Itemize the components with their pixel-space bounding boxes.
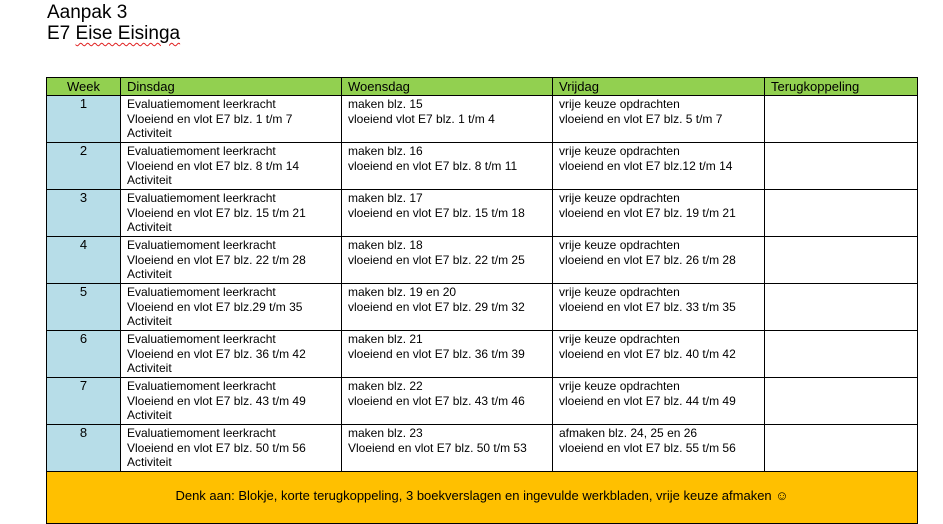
woensdag-line: maken blz. 21 (348, 332, 423, 346)
dinsdag-line: Vloeiend en vlot E7 blz.29 t/m 35 (127, 299, 303, 314)
woensdag-line: maken blz. 15 (348, 97, 423, 111)
dinsdag-cell (121, 425, 342, 472)
week-number: 4 (47, 237, 121, 284)
dinsdag-cell (121, 237, 342, 284)
dinsdag-line: Vloeiend en vlot E7 blz. 50 t/m 56 (127, 440, 306, 455)
schedule-table (46, 77, 918, 524)
vrijdag-cell (553, 284, 765, 331)
terugkoppeling-cell (765, 378, 918, 425)
dinsdag-cell (121, 96, 342, 143)
vrijdag-cell (553, 237, 765, 284)
woensdag-line: maken blz. 23 (348, 426, 423, 440)
dinsdag-line: Activiteit (127, 455, 172, 469)
dinsdag-line: Evaluatiemoment leerkracht (127, 285, 276, 299)
column-header-woensdag: Woensdag (342, 78, 553, 96)
dinsdag-line: Vloeiend en vlot E7 blz. 8 t/m 14 (127, 158, 300, 173)
table-row (47, 284, 918, 331)
dinsdag-line: Activiteit (127, 361, 172, 375)
column-header-dinsdag: Dinsdag (121, 78, 342, 96)
vrijdag-line: vrije keuze opdrachten (559, 238, 680, 252)
dinsdag-line: Vloeiend en vlot E7 blz. 43 t/m 49 (127, 393, 306, 408)
vrijdag-line: vloeiend en vlot E7 blz. 40 t/m 42 (559, 346, 736, 361)
schedule-rows (47, 96, 918, 472)
woensdag-cell (342, 378, 553, 425)
dinsdag-cell (121, 378, 342, 425)
dinsdag-line: Evaluatiemoment leerkracht (127, 332, 276, 346)
vrijdag-cell (553, 143, 765, 190)
woensdag-cell (342, 425, 553, 472)
dinsdag-line: Vloeiend en vlot E7 blz. 15 t/m 21 (127, 205, 306, 220)
subtitle-name: Eise Eisinga (75, 23, 181, 44)
vrijdag-cell (553, 190, 765, 237)
vrijdag-line: vrije keuze opdrachten (559, 191, 680, 205)
vrijdag-cell (553, 425, 765, 472)
woensdag-line: vloeiend en vlot E7 blz. 29 t/m 32 (348, 299, 525, 314)
woensdag-line: vloeiend en vlot E7 blz. 36 t/m 39 (348, 346, 525, 361)
dinsdag-line: Activiteit (127, 126, 172, 140)
woensdag-line: vloeiend en vlot E7 blz. 22 t/m 25 (348, 252, 525, 267)
vrijdag-line: vrije keuze opdrachten (559, 332, 680, 346)
vrijdag-line: vrije keuze opdrachten (559, 285, 680, 299)
woensdag-line: maken blz. 18 (348, 238, 423, 252)
dinsdag-line: Evaluatiemoment leerkracht (127, 426, 276, 440)
woensdag-line: vloeiend vlot E7 blz. 1 t/m 4 (348, 111, 495, 126)
table-row (47, 237, 918, 284)
terugkoppeling-cell (765, 96, 918, 143)
dinsdag-cell (121, 331, 342, 378)
dinsdag-line: Vloeiend en vlot E7 blz. 1 t/m 7 (127, 111, 293, 126)
dinsdag-line: Evaluatiemoment leerkracht (127, 191, 276, 205)
week-number: 1 (47, 96, 121, 143)
terugkoppeling-cell (765, 143, 918, 190)
column-header-terugkoppeling: Terugkoppeling (765, 78, 918, 96)
dinsdag-line: Vloeiend en vlot E7 blz. 36 t/m 42 (127, 346, 306, 361)
table-row (47, 331, 918, 378)
vrijdag-line: vloeiend en vlot E7 blz. 19 t/m 21 (559, 205, 736, 220)
woensdag-line: maken blz. 19 en 20 (348, 285, 457, 299)
table-row (47, 96, 918, 143)
vrijdag-cell (553, 378, 765, 425)
woensdag-line: maken blz. 17 (348, 191, 423, 205)
document-title: Aanpak 3 (47, 2, 128, 23)
week-number: 2 (47, 143, 121, 190)
terugkoppeling-cell (765, 331, 918, 378)
woensdag-line: maken blz. 16 (348, 144, 423, 158)
dinsdag-line: Activiteit (127, 408, 172, 422)
dinsdag-cell (121, 284, 342, 331)
dinsdag-line: Evaluatiemoment leerkracht (127, 144, 276, 158)
woensdag-line: vloeiend en vlot E7 blz. 15 t/m 18 (348, 205, 525, 220)
footer-note: Denk aan: Blokje, korte terugkoppeling, 3 boekverslagen en ingevulde werkbladen, vrije keuze afmaken ☺ (47, 472, 918, 524)
woensdag-cell (342, 237, 553, 284)
vrijdag-line: vloeiend en vlot E7 blz. 44 t/m 49 (559, 393, 736, 408)
dinsdag-line: Activiteit (127, 267, 172, 281)
document-title-block (47, 2, 180, 44)
woensdag-cell (342, 143, 553, 190)
table-row (47, 425, 918, 472)
table-row (47, 190, 918, 237)
vrijdag-cell (553, 96, 765, 143)
dinsdag-line: Activiteit (127, 220, 172, 234)
vrijdag-line: vloeiend en vlot E7 blz. 33 t/m 35 (559, 299, 736, 314)
week-number: 3 (47, 190, 121, 237)
vrijdag-line: afmaken blz. 24, 25 en 26 (559, 426, 698, 440)
table-row (47, 378, 918, 425)
vrijdag-line: vloeiend en vlot E7 blz. 26 t/m 28 (559, 252, 736, 267)
dinsdag-line: Vloeiend en vlot E7 blz. 22 t/m 28 (127, 252, 306, 267)
dinsdag-line: Evaluatiemoment leerkracht (127, 238, 276, 252)
week-number: 6 (47, 331, 121, 378)
dinsdag-cell (121, 143, 342, 190)
woensdag-line: vloeiend en vlot E7 blz. 43 t/m 46 (348, 393, 525, 408)
week-number: 8 (47, 425, 121, 472)
vrijdag-line: vloeiend en vlot E7 blz. 5 t/m 7 (559, 111, 723, 126)
vrijdag-line: vrije keuze opdrachten (559, 97, 680, 111)
document-subtitle (47, 23, 180, 44)
woensdag-line: maken blz. 22 (348, 379, 423, 393)
dinsdag-line: Evaluatiemoment leerkracht (127, 379, 276, 393)
subtitle-prefix: E7 (47, 23, 76, 44)
header-row (47, 78, 918, 96)
woensdag-line: Vloeiend en vlot E7 blz. 50 t/m 53 (348, 440, 527, 455)
terugkoppeling-cell (765, 237, 918, 284)
terugkoppeling-cell (765, 190, 918, 237)
vrijdag-line: vrije keuze opdrachten (559, 144, 680, 158)
footer-row (47, 472, 918, 524)
week-number: 7 (47, 378, 121, 425)
woensdag-cell (342, 331, 553, 378)
vrijdag-line: vloeiend en vlot E7 blz. 55 t/m 56 (559, 440, 736, 455)
terugkoppeling-cell (765, 284, 918, 331)
vrijdag-line: vrije keuze opdrachten (559, 379, 680, 393)
column-header-week: Week (47, 78, 121, 96)
woensdag-line: vloeiend en vlot E7 blz. 8 t/m 11 (348, 158, 518, 173)
woensdag-cell (342, 96, 553, 143)
dinsdag-line: Activiteit (127, 314, 172, 328)
vrijdag-cell (553, 331, 765, 378)
dinsdag-cell (121, 190, 342, 237)
vrijdag-line: vloeiend en vlot E7 blz.12 t/m 14 (559, 158, 733, 173)
woensdag-cell (342, 284, 553, 331)
dinsdag-line: Evaluatiemoment leerkracht (127, 97, 276, 111)
terugkoppeling-cell (765, 425, 918, 472)
table-row (47, 143, 918, 190)
woensdag-cell (342, 190, 553, 237)
column-header-vrijdag: Vrijdag (553, 78, 765, 96)
dinsdag-line: Activiteit (127, 173, 172, 187)
week-number: 5 (47, 284, 121, 331)
